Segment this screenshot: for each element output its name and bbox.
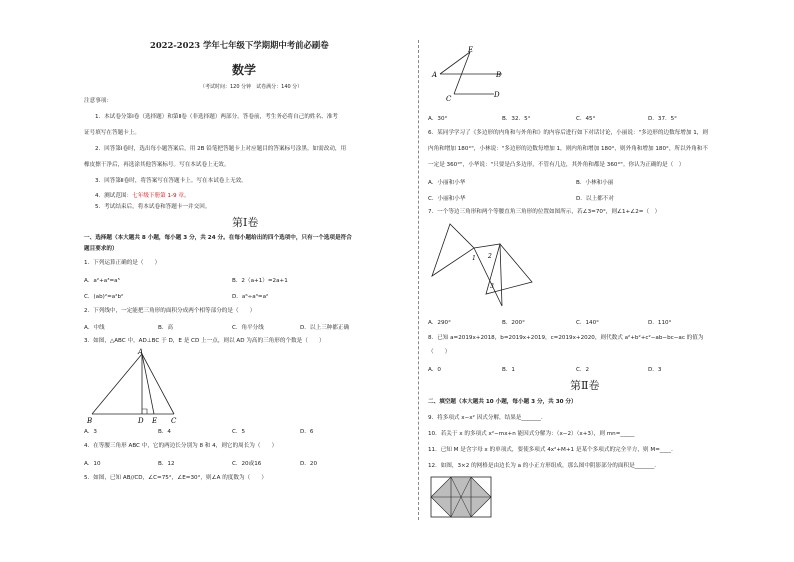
subject-title: 数学 <box>232 63 257 77</box>
notes-heading: 注意事项： <box>84 98 112 104</box>
q3-option-b[interactable]: B．4 <box>158 429 171 435</box>
q1-option-b[interactable]: B．2（a+1）=2a+1 <box>232 278 288 284</box>
q11-stem: 11．已知 M 是含字母 x 的单项式，要使多项式 4x²+M+1 是某个多项式的完全平方，则 M=____． <box>428 447 677 453</box>
q5-figure <box>428 42 508 102</box>
q8-stem-1: 8．已知 a=2019x+2018，b=2019x+2019，c=2019x+2020，则代数式 a²+b²+c²−ab−bc−ac 的值为 <box>428 335 704 341</box>
note-4-scope: 七年级下册第 1-9 章 <box>132 193 184 199</box>
q8-option-b[interactable]: B．1 <box>502 367 515 373</box>
exam-title: 2022-2023 学年七年级下学期期中考前必刷卷 <box>150 40 329 50</box>
q7-stem: 7．一个等边三角形和两个等腰直角三角形的位置如图所示，若∠3=70°，则∠1+∠2=（ ） <box>428 209 661 215</box>
q7-option-a[interactable]: A．290° <box>428 320 451 326</box>
q4-option-b[interactable]: B．12 <box>158 461 175 467</box>
exam-info: （考试时间：120 分钟 试卷满分：140 分） <box>200 84 303 90</box>
q1-stem: 1．下列运算正确的是（ ） <box>84 260 161 266</box>
q3-stem: 3．如图，△ABC 中，AD⊥BC 于 D，E 是 CD 上一点，则以 AD 为高的三角形的个数是（ ） <box>84 338 325 344</box>
q6-option-c[interactable]: C．小丽和小华 <box>428 196 466 202</box>
q12-stem: 12．如图，3×2 的网格是由边长为 a 的小正方形组成，那么图中阴影部分的面积是_______． <box>428 463 660 469</box>
note-5: 5．考试结束后，将本试卷和答题卡一并交回。 <box>95 204 211 210</box>
q1-option-c[interactable]: C．(ab)²=a²b² <box>84 294 124 300</box>
q12-grid-figure <box>430 476 494 520</box>
q3-figure <box>84 348 194 426</box>
q6-stem-3: 一定是 360°"，小华说："只要是凸多边形，不管有几边，其外角和都是 360°"。你认为正确的是（ ） <box>428 162 685 168</box>
q4-option-a[interactable]: A．10 <box>84 461 101 467</box>
q7-label-1: 1 <box>472 255 476 262</box>
q5-option-b[interactable]: B．32．5° <box>502 116 531 122</box>
q3-label-a: A <box>138 348 144 356</box>
q8-option-d[interactable]: D．3 <box>648 367 662 373</box>
q3-option-a[interactable]: A．3 <box>84 429 97 435</box>
q7-figure <box>428 218 538 314</box>
q8-option-c[interactable]: C．2 <box>576 367 590 373</box>
q6-stem-1: 6．某同学学习了《多边形的内角和与外角和》的内容后进行如下对话讨论，小丽说："多边形的边数每增加 1，则 <box>428 130 708 136</box>
q5-label-b: B <box>496 71 502 79</box>
q6-stem-2: 内角和增加 180°"，小林说："多边形的边数每增加 1，则内角和增加 180°，则外角和增加 180°，所以外角和不 <box>428 146 708 152</box>
q4-stem: 4．在等腰三角形 ABC 中，它的两边长分别为 8 和 4，则它的周长为（ ） <box>84 443 278 449</box>
note-4 <box>95 193 190 200</box>
note-4-prefix: 4．测试范围： <box>95 193 133 199</box>
note-2b: 橡皮擦干净后，再选涂其他答案标号。写在本试卷上无效。 <box>84 162 230 168</box>
q10-stem: 10．若关于 x 的多项式 x²−mx+n 能因式分解为：（x−2）（x+3），则 mn=_____ <box>428 431 635 437</box>
q7-option-b[interactable]: B．200° <box>502 320 525 326</box>
q4-option-d[interactable]: D．20 <box>300 461 318 467</box>
q5-label-c: C <box>446 95 452 102</box>
q6-option-a[interactable]: A．小丽和小华 <box>428 180 466 186</box>
q9-stem: 9．将多项式 x−x² 因式分解，结果是_______． <box>428 415 547 421</box>
q6-option-d[interactable]: D．以上都不对 <box>576 196 614 202</box>
q7-label-3: 3 <box>490 283 494 290</box>
q1-option-d[interactable]: D．a⁶÷a³=a² <box>232 294 269 300</box>
note-1: 1．本试卷分第Ⅰ卷（选择题）和第Ⅱ卷（非选择题）两部分。答卷前，考生务必将自己的姓名、准考 <box>95 114 338 120</box>
q7-label-2: 2 <box>488 253 492 260</box>
q2-option-c[interactable]: C．角平分线 <box>232 325 264 331</box>
q2-stem: 2．下列线中，一定能把三角形的面积分成两个相等部分的是（ ） <box>84 308 256 314</box>
section1-intro-b: 题目要求的） <box>84 246 118 252</box>
section2-intro: 二、填空题（本大题共 10 小题，每小题 3 分，共 30 分） <box>428 399 577 405</box>
q2-option-b[interactable]: B．高 <box>158 325 174 331</box>
q1-option-a[interactable]: A．a²+a³=a⁵ <box>84 278 120 284</box>
part1-title: 第Ⅰ卷 <box>232 216 259 229</box>
q4-option-c[interactable]: C．20或16 <box>232 461 262 467</box>
q8-option-a[interactable]: A．0 <box>428 367 441 373</box>
q5-option-d[interactable]: D．37．5° <box>648 116 677 122</box>
q7-option-c[interactable]: C．140° <box>576 320 599 326</box>
q3-option-c[interactable]: C．5 <box>232 429 246 435</box>
q3-label-e: E <box>152 417 158 425</box>
q3-label-b: B <box>87 417 93 425</box>
note-2: 2．回答第Ⅰ卷时，选出每小题答案后，用 2B 铅笔把答题卡上对应题目的答案标号涂黑。如需改动，用 <box>95 146 347 152</box>
q5-label-a: A <box>432 71 438 79</box>
q5-option-c[interactable]: C．45° <box>576 116 596 122</box>
section1-intro: 一、选择题（本大题共 8 小题，每小题 3 分，共 24 分。在每小题给出的四个选项中，只有一个选项是符合 <box>84 235 352 241</box>
q8-stem-2: （ ） <box>428 349 451 355</box>
note-4-suffix: 。 <box>183 193 190 199</box>
column-divider <box>418 40 419 520</box>
q3-option-d[interactable]: D．6 <box>300 429 314 435</box>
q5-label-e: E <box>468 46 474 54</box>
q5-option-a[interactable]: A．30° <box>428 116 448 122</box>
q5-label-d: D <box>494 91 500 99</box>
q2-option-d[interactable]: D．以上三种都正确 <box>300 325 350 331</box>
q2-option-a[interactable]: A．中线 <box>84 325 105 331</box>
q7-option-d[interactable]: D．110° <box>648 320 672 326</box>
note-1b: 证号填写在答题卡上。 <box>84 130 140 136</box>
part2-title: 第Ⅱ卷 <box>570 379 600 392</box>
q6-option-b[interactable]: B．小林和小丽 <box>576 180 614 186</box>
q3-label-c: C <box>171 417 177 425</box>
q3-label-d: D <box>138 417 144 425</box>
note-3: 3．回答第Ⅱ卷时，将答案写在答题卡上。写在本试卷上无效。 <box>95 178 247 184</box>
q5-stem: 5．如图，已知 AB//CD，∠C=75°，∠E=30°，则∠A 的度数为（ ） <box>84 475 267 481</box>
